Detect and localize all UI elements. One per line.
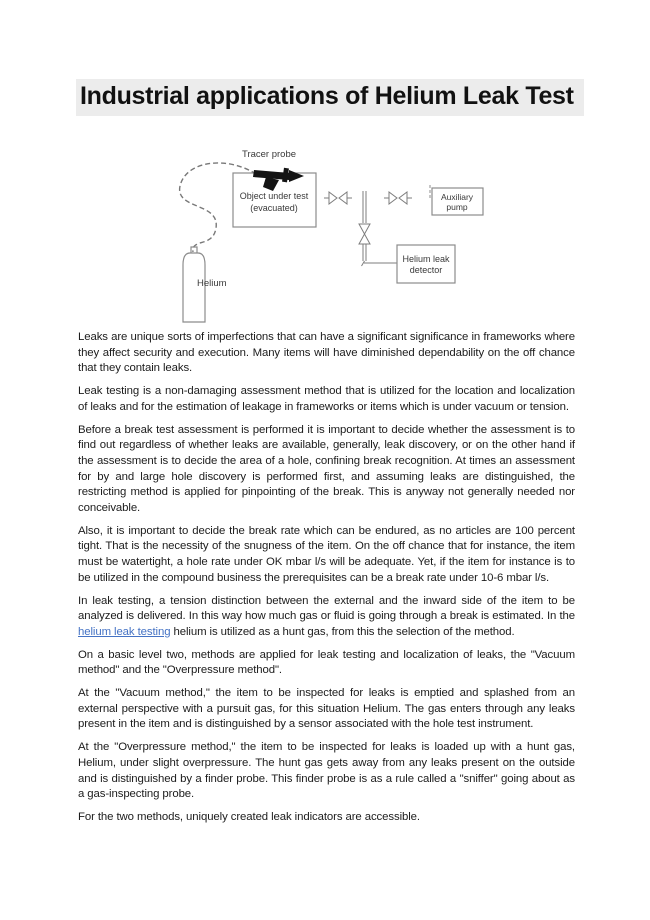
helium-leak-testing-link[interactable]: helium leak testing: [78, 625, 171, 638]
helium-leak-detector-label-line2: detector: [409, 265, 443, 275]
paragraph-3: Before a break test assessment is performed it is important to decide whether the assessment is to find out regardless of whether leaks are available, generally, leak discovery, or on the other hand if the assessment is to decide the area of a hole, confining break recognition. At times an assessment for by and large hole discovery is performed first, and assuming leaks are distinguished, the restricting method is applied for pinpointing of the break. This is anyway not generally needed nor conceivable.: [78, 423, 575, 515]
paragraph-4: Also, it is important to decide the break rate which can be endured, as no articles are 100 percent tight. That is the necessity of the snugness of the item. On the off chance that for instance, the item must be watertight, a hole rate under OK mbar l/s will be adequate. Yet, if the item for instance is to be utilized in the compound business the prerequisites can be a break rate under 10-6 mbar l/s.: [78, 524, 575, 584]
helium-leak-detector-box: [397, 245, 455, 283]
object-under-test-label-line1: Object under test: [239, 191, 309, 201]
valve-icon-1: [324, 192, 352, 204]
paragraph-9: For the two methods, uniquely created leak indicators are accessible.: [78, 810, 420, 823]
page-title: Industrial applications of Helium Leak Test: [76, 79, 584, 116]
valve-icon-2: [384, 192, 412, 204]
paragraph-8: At the "Overpressure method," the item to be inspected for leaks is loaded up with a hunt gas, Helium, under slight overpressure. The hunt gas gets away from any leaks present on the outside and is distinguished by a finder probe. This finder probe is as a rule called a "sniffer" going about as a gas-inspecting probe.: [78, 741, 575, 801]
tracer-probe-label: Tracer probe: [242, 149, 297, 160]
helium-leak-detector-label-line1: Helium leak: [402, 254, 450, 264]
helium-leak-test-diagram: [140, 140, 500, 335]
paragraph-7: At the "Vacuum method," the item to be inspected for leaks is emptied and splashed from an external perspective with a pursuit gas, for this situation Helium. The gas enters through any leaks present in the item and is distinguished by a sensor associated with the hole test instrument.: [78, 687, 575, 731]
paragraph-5-after-link: helium is utilized as a hunt gas, from this the selection of the method.: [170, 625, 515, 638]
paragraph-6: On a basic level two, methods are applied for leak testing and localization of leaks, the "Vacuum method" and the "Overpressure method".: [78, 648, 575, 677]
auxiliary-pump-label-line1: Auxiliary: [440, 192, 474, 202]
paragraph-5-before-link: In leak testing, a tension distinction between the external and the inward side of the item to be analyzed is delivered. In this way how much gas or fluid is going through a break is estimated. In the: [78, 594, 575, 623]
paragraph-1: Leaks are unique sorts of imperfections that can have a significant significance in frameworks where they affect security and execution. Many items will have diminished dependability on the off chance that they contain leaks.: [78, 331, 575, 375]
helium-cylinder-neck: [191, 247, 197, 253]
object-under-test-label-line2: (evacuated): [250, 203, 298, 213]
helium-cylinder-label: Helium: [197, 278, 227, 289]
paragraph-2: Leak testing is a non-damaging assessment method that is utilized for the location and localization of leaks and for the estimation of leakage in frameworks or items which is under vacuum or tension.: [78, 385, 575, 413]
paragraph-5: [78, 594, 575, 641]
auxiliary-pump-label-line2: pump: [446, 202, 468, 212]
document-body: [78, 330, 575, 833]
